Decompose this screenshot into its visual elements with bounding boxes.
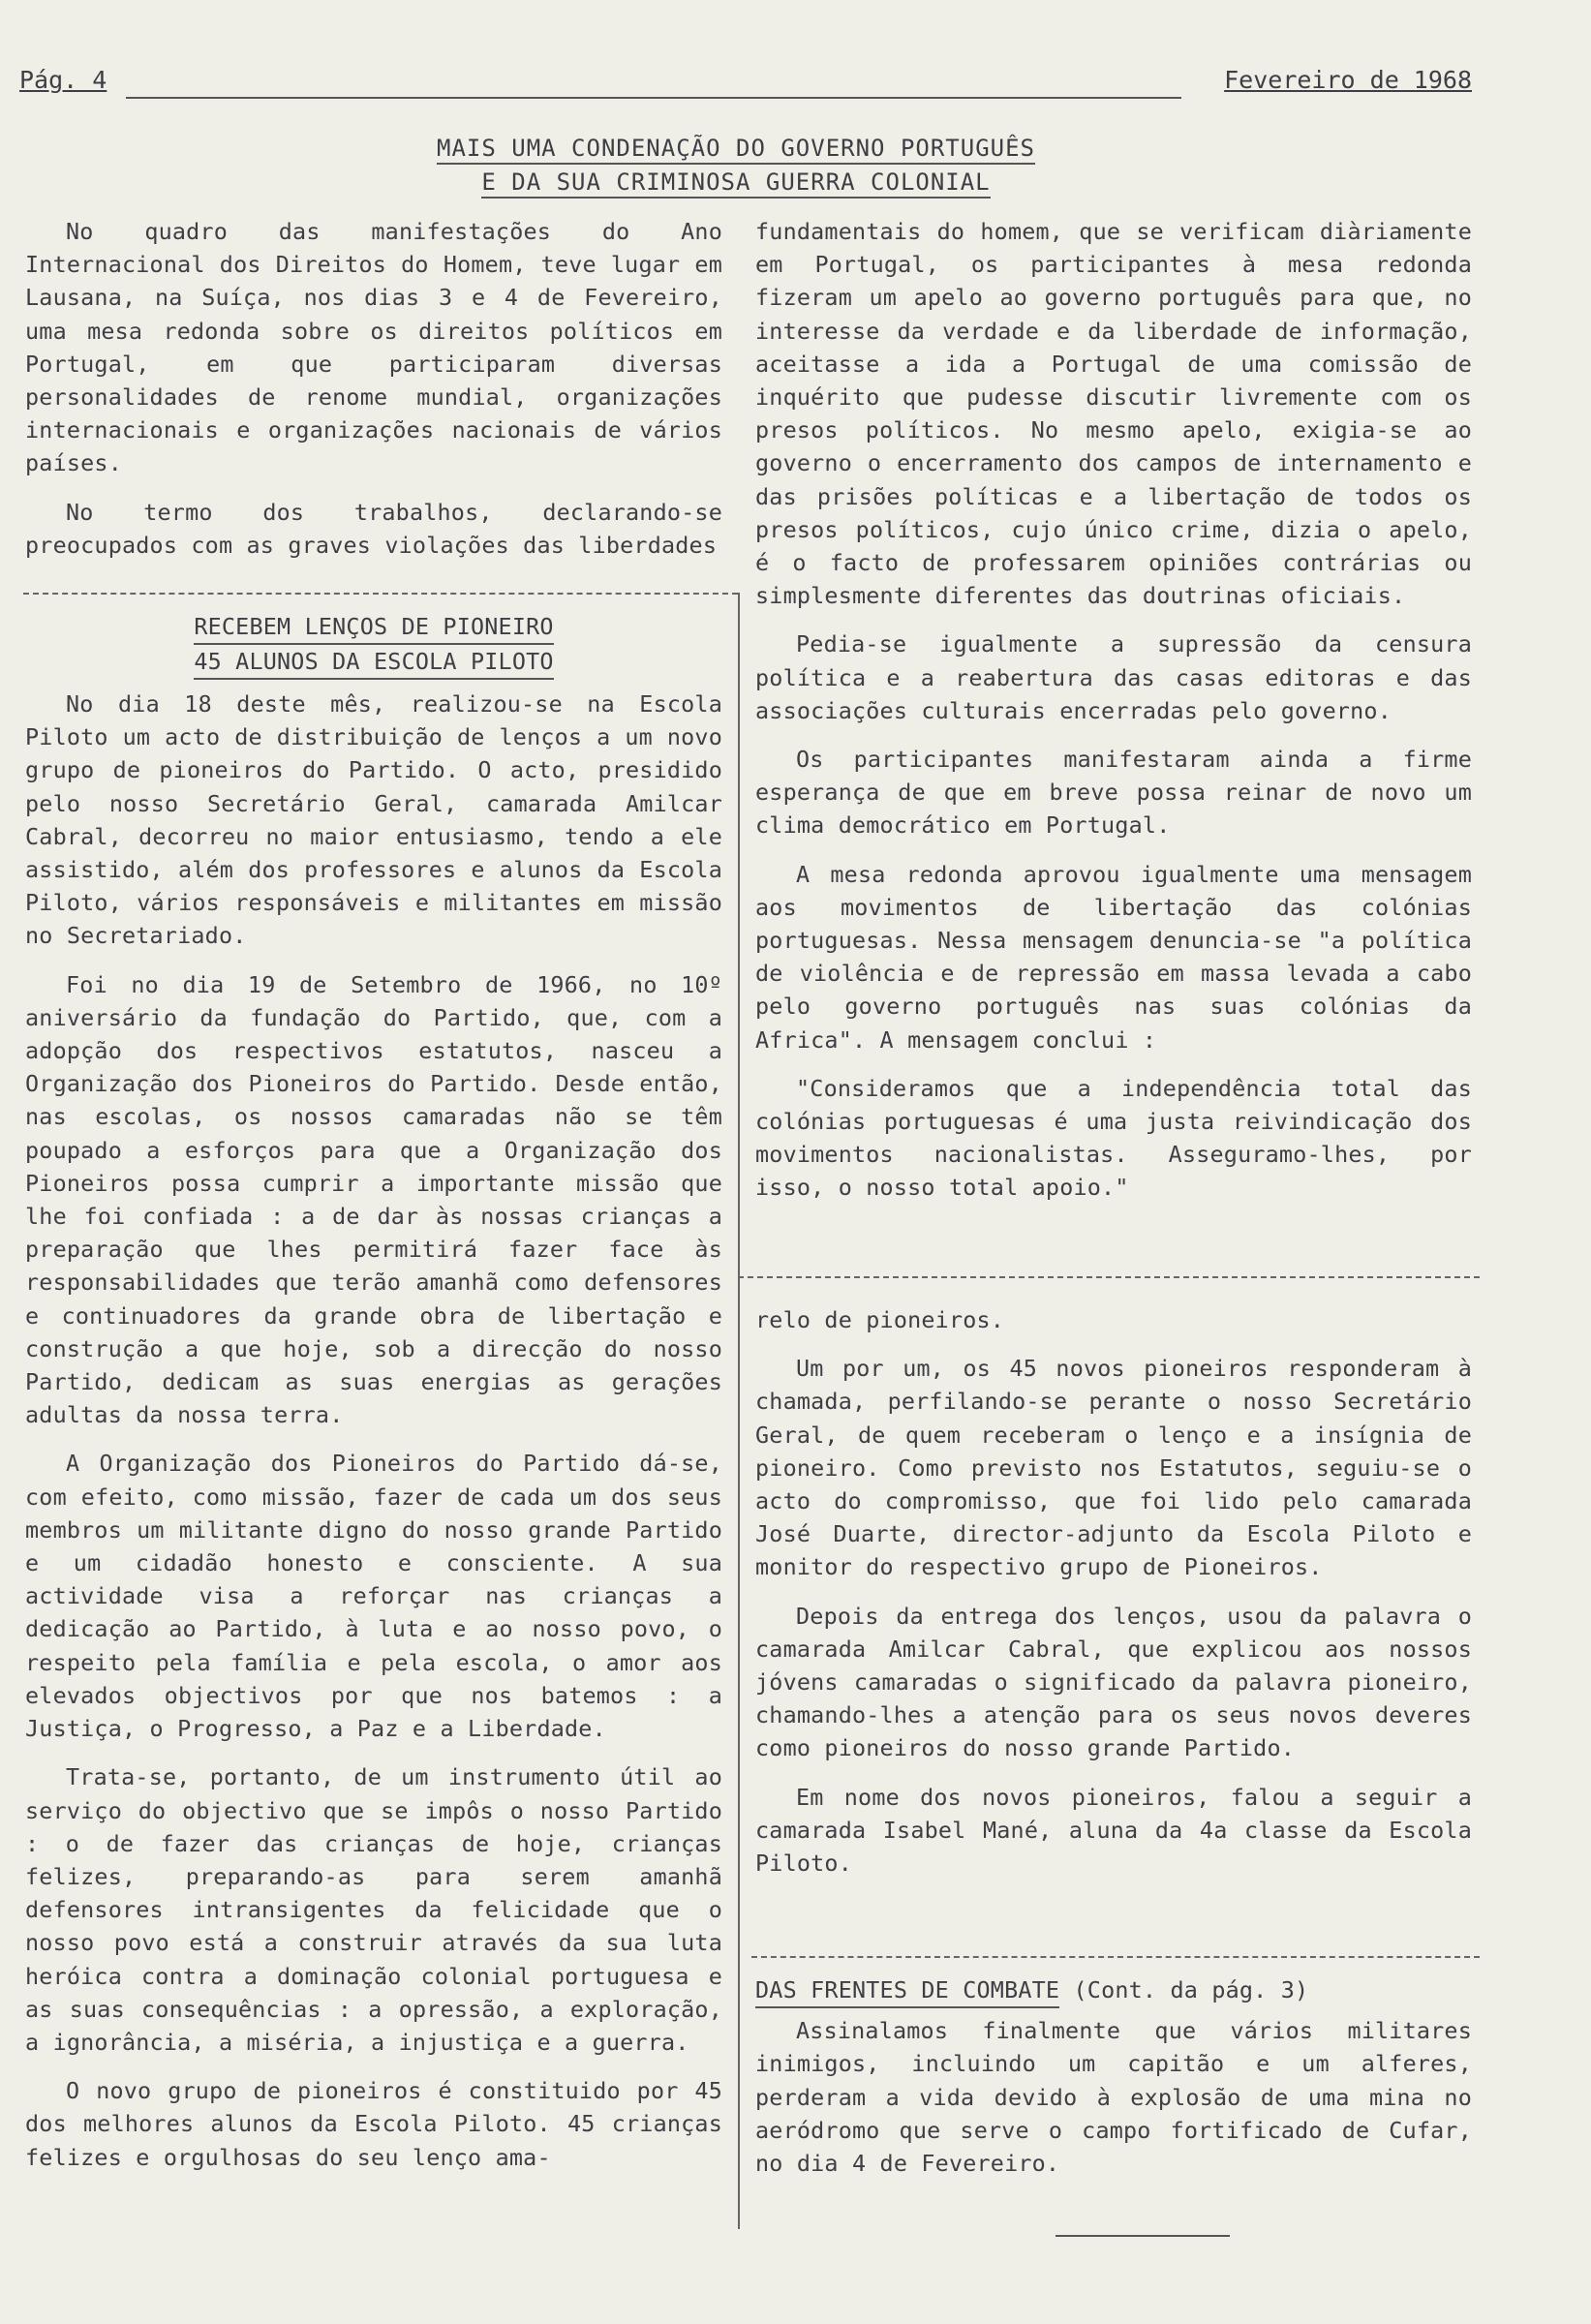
article2-paragraph-5: O novo grupo de pioneiros é constituido por 45 dos melhores alunos da Escola Piloto. 45 crianças felizes e orgulhosas do seu lenço ama- <box>25 2077 722 2171</box>
article1-paragraph-6: A mesa redonda aprovou igualmente uma mensagem aos movimentos de libertação das colónias portuguesas. Nessa mensagem denuncia-se "a política de violência e de repressão em massa levada a cabo pelo governo português nas suas colónias da Africa". A mensagem conclui : <box>755 860 1472 1054</box>
article2-paragraph-7: Um por um, os 45 novos pioneiros responderam à chamada, perfilando-se perante o nosso Secretário Geral, de quem receberam o lenço e a insígnia de pioneiro. Como previsto nos Estatutos, seguiu-se o acto do compromisso, que foi lido pelo camarada José Duarte, director-adjunto da Escola Piloto e monitor do respectivo grupo de Pioneiros. <box>755 1355 1472 1581</box>
article1-paragraph-2: No termo dos trabalhos, declarando-se preocupados com as graves violações das liberdades <box>25 498 722 559</box>
article1-paragraph-5: Os participantes manifestaram ainda a firme esperança de que em breve possa reinar de novo um clima democrático em Portugal. <box>755 746 1472 840</box>
page-header <box>19 66 1472 103</box>
article2-paragraph-1: No dia 18 deste mês, realizou-se na Escola Piloto um acto de distribuição de lenços a um novo grupo de pioneiros do Partido. O acto, presidido pelo nosso Secretário Geral, camarada Amilcar Cabral, decorreu no maior entusiasmo, tendo a ele assistido, além dos professores e alunos da Escola Piloto, vários responsáveis e militantes em missão no Secretariado. <box>25 690 722 950</box>
article1-paragraph-4: Pedia-se igualmente a supressão da censura política e a reabertura das casas editoras e das associações culturais encerradas pelo governo. <box>755 630 1472 724</box>
header-rule <box>126 97 1181 99</box>
article1-paragraph-1: No quadro das manifestações do Ano Internacional dos Direitos do Homem, teve lugar em Lausana, na Suíça, nos dias 3 e 4 de Fevereiro, uma mesa redonda sobre os direitos políticos em Portugal, em que participaram diversas personalidades de renome mundial, organizações internacionais e organizações nacionais de vários países. <box>25 218 722 477</box>
section-divider-left <box>23 593 738 595</box>
article3-title: DAS FRENTES DE COMBATE <box>755 1973 1059 2008</box>
article2-paragraph-8: Depois da entrega dos lenços, usou da palavra o camarada Amilcar Cabral, que explicou aos nossos jóvens camaradas o significado da palavra pioneiro, chamando-lhes a atenção para os seus novos deveres como pioneiros do nosso grande Partido. <box>755 1602 1472 1762</box>
article3-column <box>755 1973 1472 2195</box>
article2-right-column <box>755 1303 1472 1895</box>
article3-title-suffix: (Cont. da pág. 3) <box>1073 1976 1309 2003</box>
page-number: Pág. 4 <box>19 66 107 94</box>
article3-paragraph-1: Assinalamos finalmente que vários militares inimigos, incluindo um capitão e um alferes, perderam a vida devido à explosão de uma mina no aeródromo que serve o campo fortificado de Cufar, no dia 4 de Fevereiro. <box>755 2017 1472 2178</box>
article1-paragraph-7: "Consideramos que a independência total das colónias portuguesas é uma justa reivindicação dos movimentos nacionalistas. Asseguramo-lhes, por isso, o nosso total apoio." <box>755 1074 1472 1202</box>
article2-title-line1: RECEBEM LENÇOS DE PIONEIRO <box>194 610 553 645</box>
article1-title <box>368 132 1104 199</box>
article2-paragraph-3: A Organização dos Pioneiros do Partido dá-se, com efeito, como missão, fazer de cada um dos seus membros um militante digno do nosso grande Partido e um cidadão honesto e consciente. A sua actividade visa a reforçar nas crianças a dedicação ao Partido, à luta e ao nosso povo, o respeito pela família e pela escola, o amor aos elevados objectivos por que nos batemos : a Justiça, o Progresso, a Paz e a Liberdade. <box>25 1450 722 1743</box>
article1-right-column <box>755 215 1472 1220</box>
article1-title-line2: E DA SUA CRIMINOSA GUERRA COLONIAL <box>481 168 990 199</box>
section-divider-bottom <box>751 1956 1480 1958</box>
column-divider <box>738 593 740 2229</box>
section-divider-right <box>738 1276 1480 1278</box>
article1-paragraph-3: fundamentais do homem, que se verificam diàriamente em Portugal, os participantes à mesa redonda fizeram um apelo ao governo português para que, no interesse da verdade e da liberdade de informação, aceitasse a ida a Portugal de uma comissão de inquérito que pudesse discutir livremente com os presos políticos. No mesmo apelo, exigia-se ao governo o encerramento dos campos de internamento e das prisões políticas e a libertação de todos os presos políticos, cujo único crime, dizia o apelo, é o facto de professarem opiniões contrárias ou simplesmente diferentes das doutrinas oficiais. <box>755 218 1472 610</box>
article2-left-column <box>25 610 722 2189</box>
article2-paragraph-6: relo de pioneiros. <box>755 1306 1005 1333</box>
article2-title <box>25 610 722 680</box>
article2-paragraph-2: Foi no dia 19 de Setembro de 1966, no 10º aniversário da fundação do Partido, que, com a adopção dos respectivos estatutos, nasceu a Organização dos Pioneiros do Partido. Desde então, nas escolas, os nossos camaradas não se têm poupado a esforços para que a Organização dos Pioneiros possa cumprir a importante missão que lhe foi confiada : a de dar às nossas crianças a preparação que lhes permitirá fazer face às responsabilidades que terão amanhã como defensores e continuadores da grande obra de libertação e construção a que hoje, sob a direcção do nosso Partido, dedicam as suas energias as gerações adultas da nossa terra. <box>25 970 722 1429</box>
end-rule <box>1056 2235 1230 2237</box>
article3-heading <box>755 1973 1472 2008</box>
article1-title-line1: MAIS UMA CONDENAÇÃO DO GOVERNO PORTUGUÊS <box>437 134 1035 165</box>
issue-date: Fevereiro de 1968 <box>1224 66 1472 94</box>
article1-left-column <box>25 215 722 577</box>
article2-title-line2: 45 ALUNOS DA ESCOLA PILOTO <box>194 645 553 680</box>
article2-paragraph-9: Em nome dos novos pioneiros, falou a seguir a camarada Isabel Mané, aluna da 4a classe da Escola Piloto. <box>755 1783 1472 1878</box>
article2-paragraph-4: Trata-se, portanto, de um instrumento útil ao serviço do objectivo que se impôs o nosso Partido : o de fazer das crianças de hoje, crianças felizes, preparando-as para serem amanhã defensores intransigentes da felicidade que o nosso povo está a construir através da sua luta heróica contra a dominação colonial portuguesa e as suas consequências : a opressão, a exploração, a ignorância, a miséria, a injustiça e a guerra. <box>25 1763 722 2056</box>
